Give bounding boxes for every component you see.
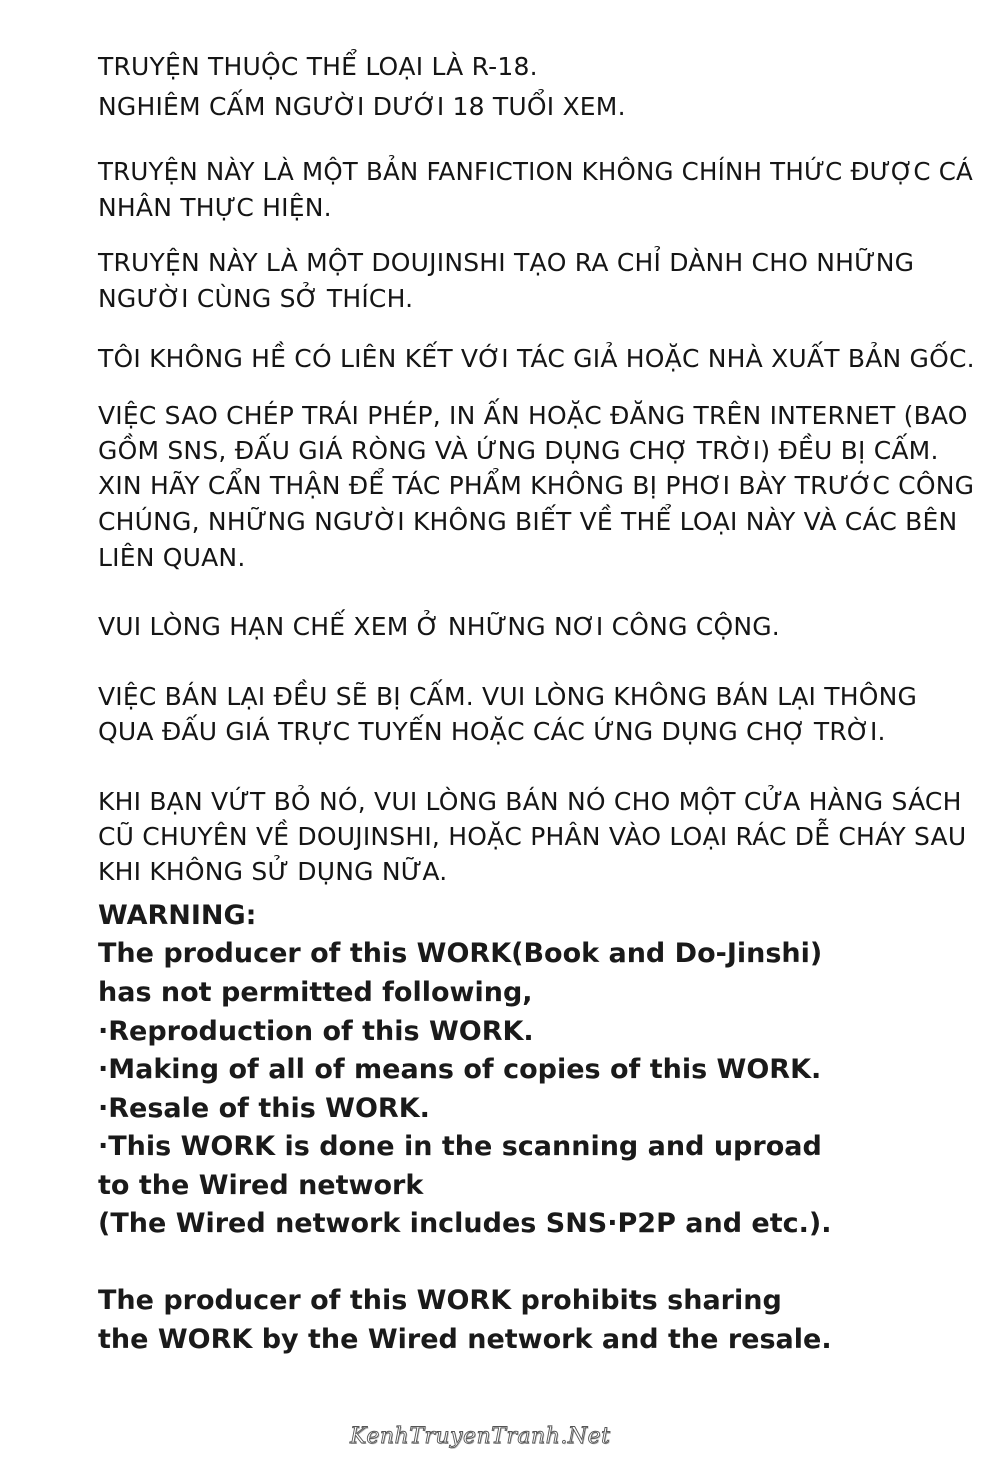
vi-line: TÔI KHÔNG HỀ CÓ LIÊN KẾT VỚI TÁC GIẢ HOẶC NHÀ XUẤT BẢN GỐC.	[98, 344, 975, 373]
en-line: has not permitted following,	[98, 977, 533, 1008]
vi-line: XIN HÃY CẨN THẬN ĐỂ TÁC PHẨM KHÔNG BỊ PHƠI BÀY TRƯỚC CÔNG	[98, 471, 975, 500]
en-line: ·Reproduction of this WORK.	[98, 1016, 534, 1047]
en-line: to the Wired network	[98, 1170, 424, 1201]
en-line: ·Making of all of means of copies of this WORK.	[98, 1054, 822, 1085]
en-line: (The Wired network includes SNS·P2P and etc.).	[98, 1208, 832, 1239]
vi-line: LIÊN QUAN.	[98, 543, 246, 572]
vi-line: TRUYỆN NÀY LÀ MỘT BẢN FANFICTION KHÔNG CHÍNH THỨC ĐƯỢC CÁ	[98, 157, 973, 186]
vi-line: TRUYỆN THUỘC THỂ LOẠI LÀ R-18.	[98, 52, 538, 81]
vi-line: VIỆC BÁN LẠI ĐỀU SẼ BỊ CẤM. VUI LÒNG KHÔNG BÁN LẠI THÔNG	[98, 682, 918, 711]
vi-line: TRUYỆN NÀY LÀ MỘT DOUJINSHI TẠO RA CHỈ DÀNH CHO NHỮNG	[98, 248, 915, 277]
en-line: ·Resale of this WORK.	[98, 1093, 430, 1124]
vi-line: NHÂN THỰC HIỆN.	[98, 193, 332, 222]
en-line: the WORK by the Wired network and the resale.	[98, 1324, 832, 1355]
en-line: The producer of this WORK prohibits sharing	[98, 1285, 782, 1316]
vi-line: CHÚNG, NHỮNG NGƯỜI KHÔNG BIẾT VỀ THỂ LOẠI NÀY VÀ CÁC BÊN	[98, 507, 958, 536]
vi-line: CŨ CHUYÊN VỀ DOUJINSHI, HOẶC PHÂN VÀO LOẠI RÁC DỄ CHÁY SAU	[98, 822, 967, 851]
site-watermark: KenhTruyenTranh.Net	[350, 1424, 611, 1449]
vi-line: KHI KHÔNG SỬ DỤNG NỮA.	[98, 857, 448, 886]
warning-heading: WARNING:	[98, 900, 257, 931]
en-line: ·This WORK is done in the scanning and uproad	[98, 1131, 822, 1162]
vi-line: GỒM SNS, ĐẤU GIÁ RÒNG VÀ ỨNG DỤNG CHỢ TRỜI) ĐỀU BỊ CẤM.	[98, 436, 939, 465]
vi-line: VIỆC SAO CHÉP TRÁI PHÉP, IN ẤN HOẶC ĐĂNG TRÊN INTERNET (BAO	[98, 401, 968, 430]
vi-line: NGƯỜI CÙNG SỞ THÍCH.	[98, 284, 414, 313]
vi-line: KHI BẠN VỨT BỎ NÓ, VUI LÒNG BÁN NÓ CHO MỘT CỬA HÀNG SÁCH	[98, 787, 962, 816]
en-line: The producer of this WORK(Book and Do-Jinshi)	[98, 938, 823, 969]
vi-line: VUI LÒNG HẠN CHẾ XEM Ở NHỮNG NƠI CÔNG CỘNG.	[98, 612, 780, 641]
vi-line: QUA ĐẤU GIÁ TRỰC TUYẾN HOẶC CÁC ỨNG DỤNG CHỢ TRỜI.	[98, 717, 886, 746]
vi-line: NGHIÊM CẤM NGƯỜI DƯỚI 18 TUỔI XEM.	[98, 92, 626, 121]
